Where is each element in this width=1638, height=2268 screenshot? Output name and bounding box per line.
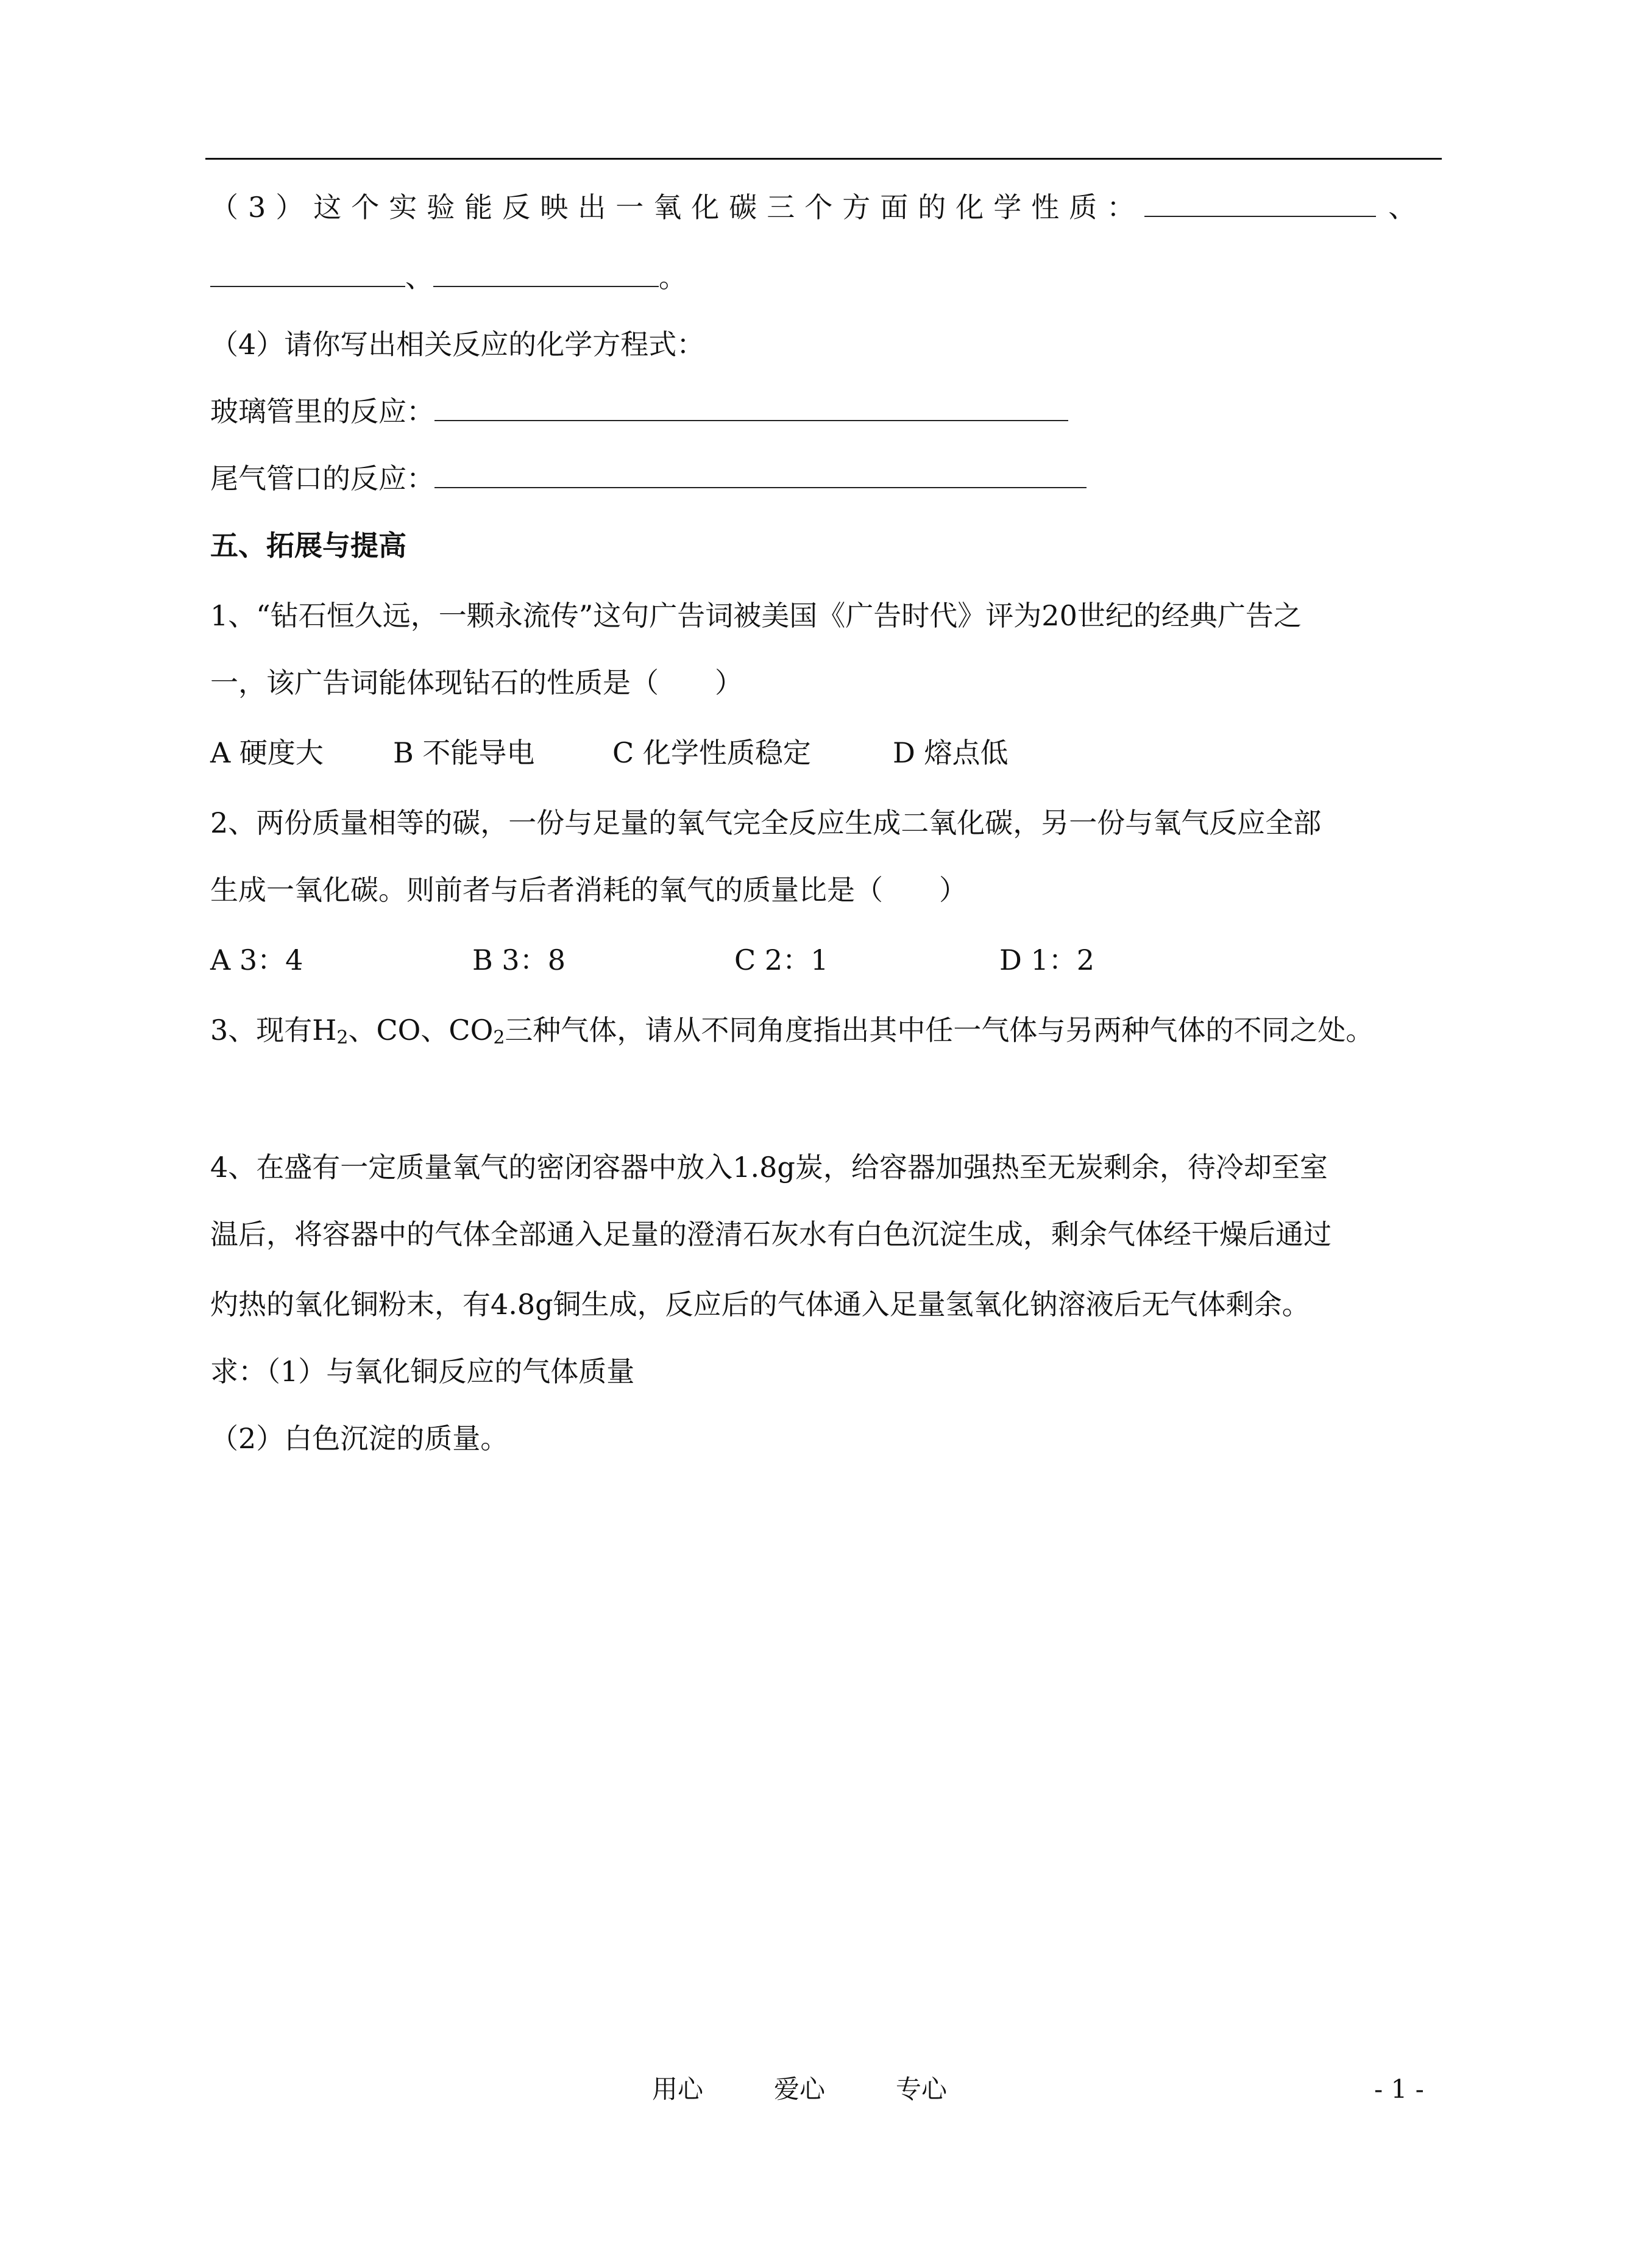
section-title: 五、拓展与提高 <box>210 529 406 562</box>
p4-line-4: 求：（1）与氧化铜反应的气体质量 <box>210 1355 635 1388</box>
p1-option-d: D 熔点低 <box>893 736 1009 769</box>
p3-mid: 、CO、CO <box>348 1014 494 1047</box>
q3-line-1 <box>210 189 1426 226</box>
p3-line <box>210 1012 1374 1056</box>
p2-option-a: A 3：4 <box>210 944 303 976</box>
q4-exhaust-label: 尾气管口的反应： <box>210 462 434 495</box>
q4-tube-line <box>210 393 1068 430</box>
q3-blank-1[interactable] <box>1144 190 1376 217</box>
p2-line-1: 2、两份质量相等的碳，一份与足量的氧气完全反应生成二氧化碳，另一份与氧气反应全部 <box>210 806 1322 839</box>
p3-rest: 三种气体，请从不同角度指出其中任一气体与另两种气体的不同之处。 <box>505 1014 1374 1047</box>
p1-option-c: C 化学性质稳定 <box>612 736 811 769</box>
header-rule <box>205 158 1442 160</box>
q4-tube-blank[interactable] <box>434 394 1068 421</box>
p3-co-subscript: 2 <box>493 1027 505 1048</box>
q3-end: 。 <box>659 261 687 294</box>
p2-option-d: D 1：2 <box>999 944 1095 976</box>
p1-option-b: B 不能导电 <box>393 736 535 769</box>
footer-item-zhuanxin: 专心 <box>896 2074 948 2104</box>
p1-line-1: 1、“钻石恒久远，一颗永流传”这句广告词被美国《广告时代》评为20世纪的经典广告之 <box>210 599 1302 632</box>
footer-item-aixin: 爱心 <box>774 2074 826 2104</box>
q3-prefix: （3）这个实验能反映出一氧化碳三个方面的化学性质： <box>210 191 1145 224</box>
page-number: - 1 - <box>1374 2074 1424 2104</box>
p4-line-2: 温后，将容器中的气体全部通入足量的澄清石灰水有白色沉淀生成，剩余气体经干燥后通过 <box>210 1218 1331 1251</box>
p3-h-subscript: 2 <box>336 1027 349 1048</box>
q3-line-2 <box>210 259 687 296</box>
p2-option-c: C 2：1 <box>734 944 829 976</box>
p1-line-2: 一，该广告词能体现钻石的性质是（ ） <box>210 666 743 699</box>
p3-start: 3、现有H <box>210 1014 337 1047</box>
q3-sep-1: 、 <box>1388 191 1427 224</box>
p2-option-b: B 3：8 <box>472 944 566 976</box>
q4-exhaust-blank[interactable] <box>434 461 1087 488</box>
q3-blank-2[interactable] <box>210 260 405 287</box>
p1-option-a: A 硬度大 <box>210 736 324 769</box>
q4-prompt: （4）请你写出相关反应的化学方程式： <box>210 328 705 361</box>
p4-line-1: 4、在盛有一定质量氧气的密闭容器中放入1.8g炭，给容器加强热至无炭剩余，待冷却至室 <box>210 1151 1328 1184</box>
q3-blank-3[interactable] <box>433 260 659 287</box>
q4-exhaust-line <box>210 460 1087 497</box>
p4-line-3: 灼热的氧化铜粉末，有4.8g铜生成，反应后的气体通入足量氢氧化钠溶液后无气体剩余。 <box>210 1288 1310 1321</box>
p4-line-5: （2）白色沉淀的质量。 <box>210 1422 509 1455</box>
footer-item-yongxin: 用心 <box>652 2074 704 2104</box>
q4-tube-label: 玻璃管里的反应： <box>210 395 434 428</box>
q3-sep-2: 、 <box>405 261 433 294</box>
p2-line-2: 生成一氧化碳。则前者与后者消耗的氧气的质量比是（ ） <box>210 873 967 906</box>
